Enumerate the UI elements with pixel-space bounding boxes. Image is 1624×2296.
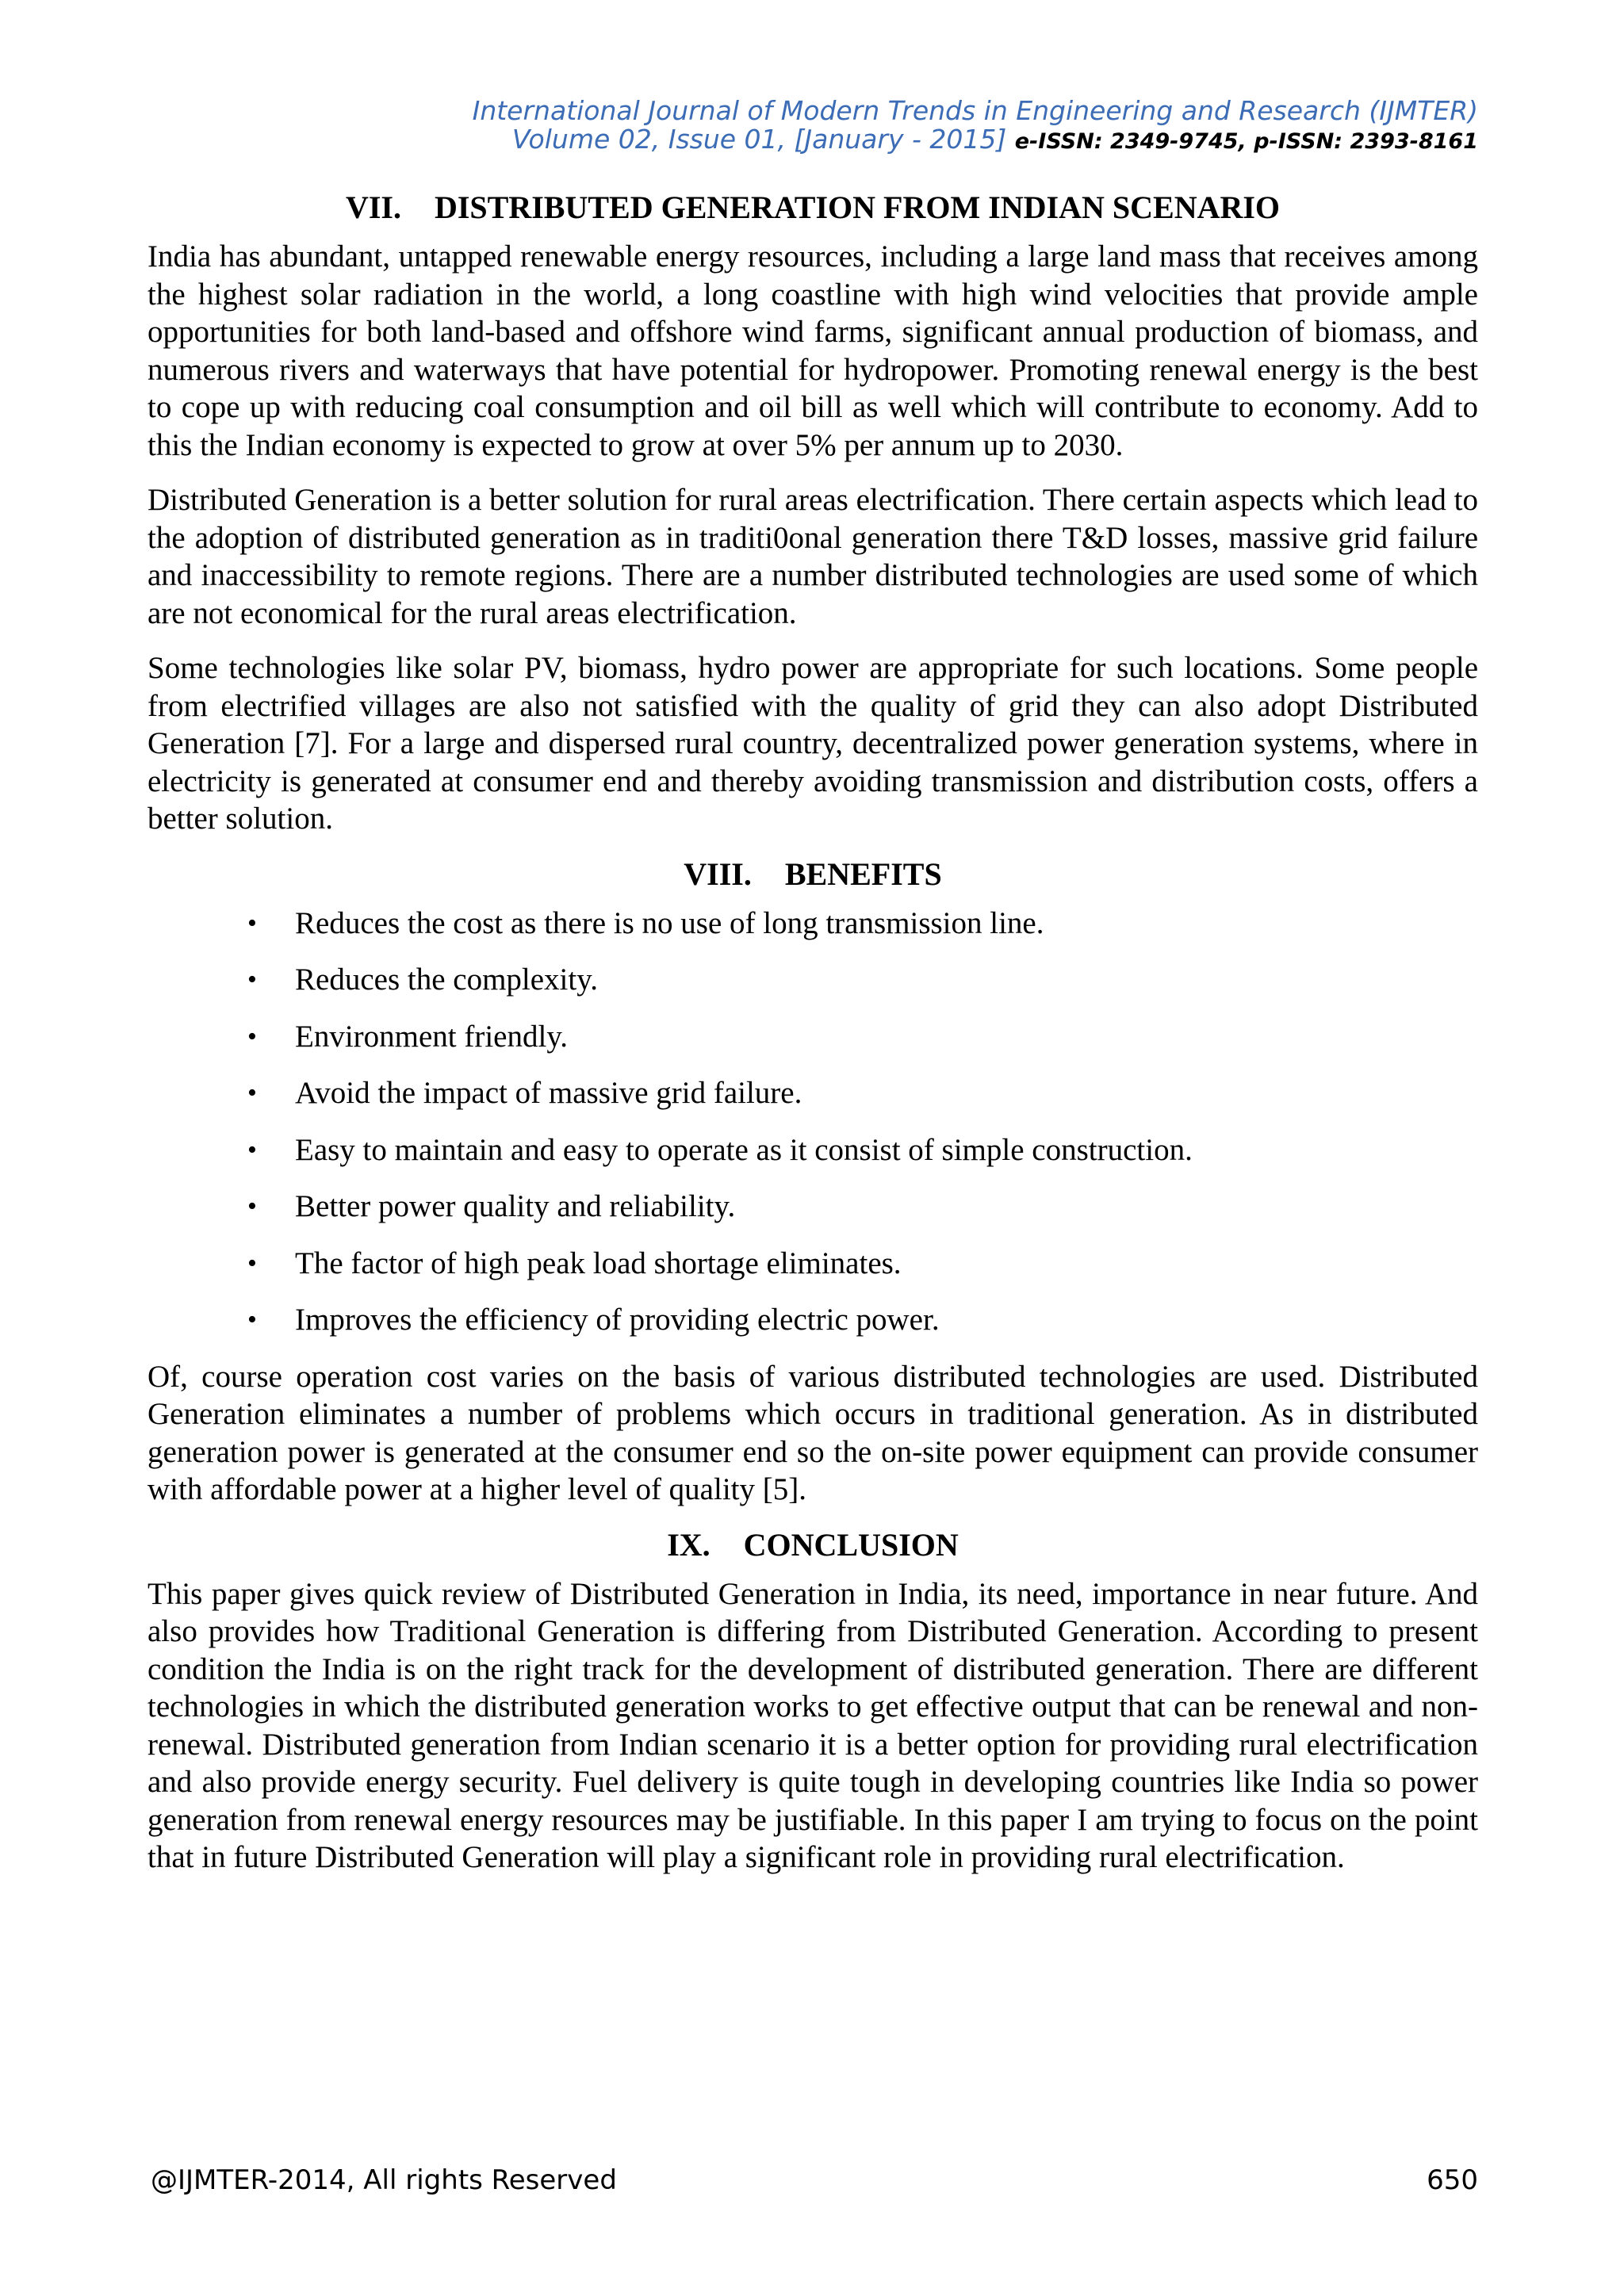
section-number: IX. bbox=[667, 1526, 710, 1563]
list-item-text: Reduces the complexity. bbox=[295, 962, 598, 997]
section-title: DISTRIBUTED GENERATION FROM INDIAN SCENARIO bbox=[434, 189, 1281, 225]
list-item bbox=[147, 1245, 1478, 1283]
bullet-icon: • bbox=[247, 1305, 257, 1334]
section-heading-ix bbox=[147, 1526, 1478, 1564]
main-content bbox=[147, 189, 1478, 1894]
paragraph: Some technologies like solar PV, biomass, hydro power are appropriate for such locations. Some people from electrified villages are also not satisfied with the quality of grid they can also adopt Distributed Generation [7]. For a large and dispersed rural country, decentralized power generation systems, where in electricity is generated at consumer end and thereby avoiding transmission and distribution costs, offers a better solution. bbox=[147, 651, 1478, 836]
list-item bbox=[147, 1131, 1478, 1169]
section-heading-vii bbox=[147, 189, 1478, 227]
bullet-icon: • bbox=[247, 1135, 257, 1165]
bullet-icon: • bbox=[247, 965, 257, 994]
list-item-text: Reduces the cost as there is no use of long transmission line. bbox=[295, 905, 1044, 940]
section-number: VII. bbox=[345, 189, 401, 225]
list-item-text: Avoid the impact of massive grid failure. bbox=[295, 1076, 802, 1110]
benefits-list bbox=[147, 905, 1478, 1339]
page-number: 650 bbox=[1427, 2164, 1478, 2196]
list-item-text: Environment friendly. bbox=[295, 1019, 569, 1054]
bullet-icon: • bbox=[247, 1021, 257, 1051]
bullet-icon: • bbox=[247, 1192, 257, 1221]
section-title: CONCLUSION bbox=[743, 1526, 959, 1563]
paragraph: This paper gives quick review of Distributed Generation in India, its need, importance in near future. And also provides how Traditional Generation is differing from Distributed Generation. According to present condition the India is on the right track for the development of distributed generation. There are different technologies in which the distributed generation works to get effective output that can be renewal and non-renewal. Distributed generation from Indian scenario it is a better option for providing rural electrification and also provide energy security. Fuel delivery is quite tough in developing countries like India so power generation from renewal energy resources may be justifiable. In this paper I am trying to focus on the point that in future Distributed Generation will play a significant role in providing rural electrification. bbox=[147, 1576, 1478, 1874]
journal-issn: e-ISSN: 2349-9745, p-ISSN: 2393-8161 bbox=[1014, 129, 1478, 154]
paragraph: Of, course operation cost varies on the basis of various distributed technologies are used. Distributed Generation eliminates a number of problems which occurs in traditional generation. As in distributed generation power is generated at the consumer end so the on-site power equipment can provide consumer with affordable power at a higher level of quality [5]. bbox=[147, 1359, 1478, 1506]
list-item bbox=[147, 1188, 1478, 1226]
journal-volume-line bbox=[473, 125, 1478, 156]
section-number: VIII. bbox=[684, 855, 752, 892]
bullet-icon: • bbox=[247, 908, 257, 938]
journal-title: International Journal of Modern Trends in Engineering and Research (IJMTER) bbox=[472, 95, 1478, 126]
paragraph: Distributed Generation is a better solution for rural areas electrification. There certain aspects which lead to the adoption of distributed generation as in traditi0onal generation there T&D losses, massive grid failure and inaccessibility to remote regions. There are a number distributed technologies are used some of which are not economical for the rural areas electrification. bbox=[147, 483, 1478, 630]
journal-header bbox=[473, 97, 1478, 156]
list-item bbox=[147, 905, 1478, 943]
list-item bbox=[147, 1301, 1478, 1339]
section-title: BENEFITS bbox=[784, 855, 942, 892]
list-item bbox=[147, 1074, 1478, 1112]
list-item-text: Improves the efficiency of providing electric power. bbox=[295, 1303, 940, 1337]
footer-copyright: @IJMTER-2014, All rights Reserved bbox=[151, 2164, 617, 2196]
section-heading-viii bbox=[147, 855, 1478, 894]
paragraph: India has abundant, untapped renewable energy resources, including a large land mass that receives among the highest solar radiation in the world, a long coastline with high wind velocities that provide ample opportunities for both land-based and offshore wind farms, significant annual production of biomass, and numerous rivers and waterways that have potential for hydropower. Promoting renewal energy is the best to cope up with reducing coal consumption and oil bill as well which will contribute to economy. Add to this the Indian economy is expected to grow at over 5% per annum up to 2030. bbox=[147, 239, 1478, 462]
list-item-text: Easy to maintain and easy to operate as it consist of simple construction. bbox=[295, 1132, 1193, 1167]
list-item bbox=[147, 1018, 1478, 1056]
list-item-text: The factor of high peak load shortage eliminates. bbox=[295, 1246, 902, 1280]
list-item bbox=[147, 961, 1478, 999]
list-item-text: Better power quality and reliability. bbox=[295, 1189, 736, 1223]
bullet-icon: • bbox=[247, 1248, 257, 1278]
bullet-icon: • bbox=[247, 1078, 257, 1108]
journal-volume: Volume 02, Issue 01, [January - 2015] bbox=[511, 124, 1007, 155]
